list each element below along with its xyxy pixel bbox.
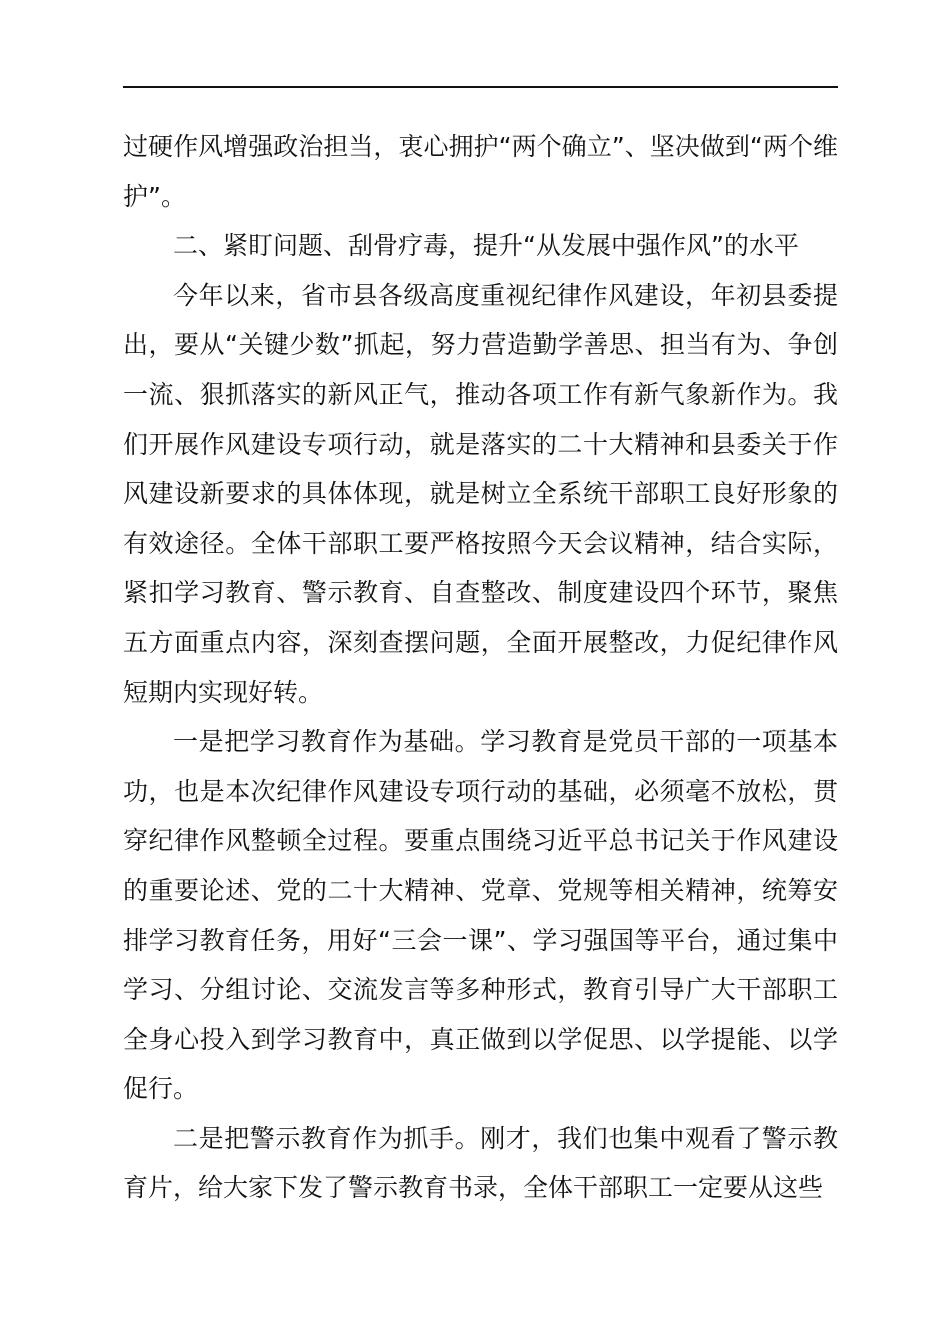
paragraph-continuation: 过硬作风增强政治担当，衷心拥护“两个确立”、坚决做到“两个维护”。	[123, 132, 838, 211]
paragraph-study-education: 一是把学习教育作为基础。学习教育是党员干部的一项基本功，也是本次纪律作风建设专项行动的基础，必须毫不放松，贯穿纪律作风整顿全过程。要重点围绕习近平总书记关于作风建设的重要论述、党的二十大精神、党章、党规等相关精神，统筹安排学习教育任务，用好“三会一课”、学习强国等平台，通过集中学习、分组讨论、交流发言等多种形式，教育引导广大干部职工全身心投入到学习教育中，真正做到以学促思、以学提能、以学促行。	[123, 727, 838, 1104]
paragraph-intro: 今年以来，省市县各级高度重视纪律作风建设，年初县委提出，要从“关键少数”抓起，努力营造勤学善思、担当有为、争创一流、狠抓落实的新风正气，推动各项工作有新气象新作为。我们开展作风建设专项行动，就是落实的二十大精神和县委关于作风建设新要求的具体体现，就是树立全系统干部职工良好形象的有效途径。全体干部职工要严格按照今天会议精神，结合实际，紧扣学习教育、警示教育、自查整改、制度建设四个环节，聚焦五方面重点内容，深刻查摆问题，全面开展整改，力促纪律作风短期内实现好转。	[123, 280, 838, 707]
header-rule	[123, 86, 838, 88]
paragraph-warning-education: 二是把警示教育作为抓手。刚才，我们也集中观看了警示教育片，给大家下发了警示教育书录，全体干部职工一定要从这些	[123, 1123, 838, 1203]
section-heading: 二、紧盯问题、刮骨疗毒，提升“从发展中强作风”的水平	[173, 231, 799, 261]
document-body	[123, 122, 838, 1213]
